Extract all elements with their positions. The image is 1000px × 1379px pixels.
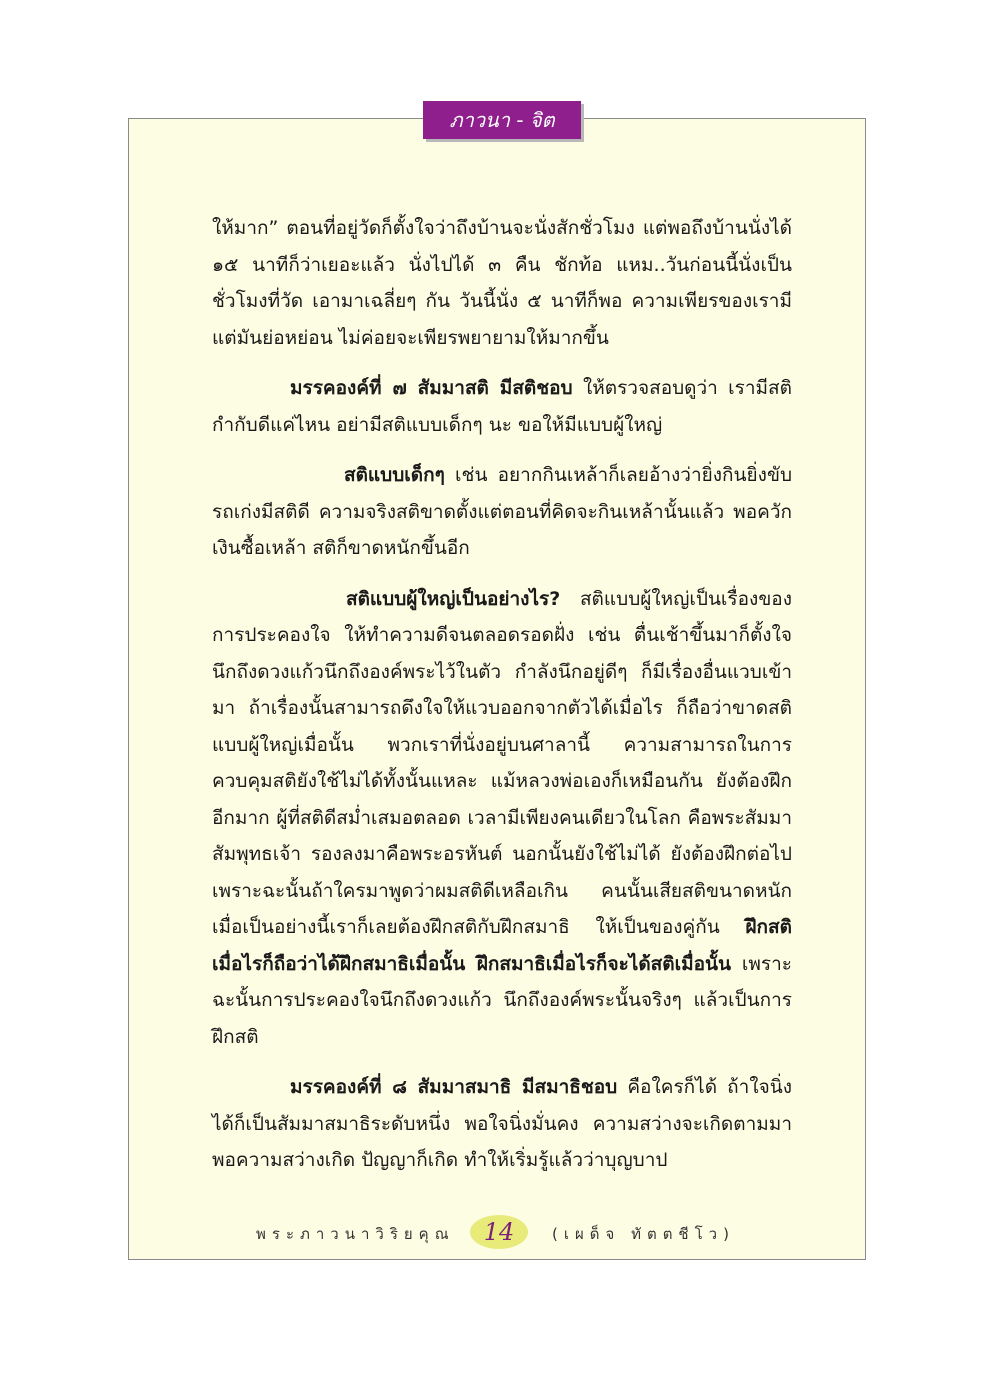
section-tab-label: ภาวนา - จิต	[449, 108, 555, 132]
heading-adult-mindfulness: สติแบบผู้ใหญ่เป็นอย่างไร?	[346, 587, 561, 610]
heading-child-mindfulness: สติแบบเด็กๆ	[344, 464, 445, 486]
paragraph-2	[212, 370, 792, 443]
paragraph-4-text: สติแบบผู้ใหญ่เป็นเรื่องของการประคองใจ ให้ทำความดีจนตลอดรอดฝั่ง เช่น ตื่นเช้าขึ้นมาก็ตั้งใจนึกถึงดวงแก้วนึกถึงองค์พระไว้ในตัว กำลังนึกอยู่ดีๆ ก็มีเรื่องอื่นแวบเข้ามา ถ้าเรื่องนั้นสามารถดึงใจให้แวบออกจากตัวได้เมื่อไร ก็ถือว่าขาดสติแบบผู้ใหญ่เมื่อนั้น พวกเราที่นั่งอยู่บนศาลานี้ ความสามารถในการควบคุมสติยังใช้ไม่ได้ทั้งนั้นแหละ แม้หลวงพ่อเองก็เหมือนกัน ยังต้องฝึกอีกมาก ผู้ที่สติดีสม่ำเสมอตลอด เวลามีเพียงคนเดียวในโลก คือพระสัมมาสัมพุทธเจ้า รองลงมาคือพระอรหันต์ นอกนั้นยังใช้ไม่ได้ ยังต้องฝึกต่อไป เพราะฉะนั้นถ้าใครมาพูดว่าผมสติดีเหลือเกิน คนนั้นเสียสติขนาดหนัก เมื่อเป็นอย่างนี้เราก็เลยต้องฝึกสติกับฝึกสมาธิ ให้เป็นของคู่กัน	[212, 587, 792, 938]
footer-book-title: พระภาวนาวิริยคุณ	[256, 1225, 455, 1243]
footer-author: (เผด็จ ทัตตชีโว)	[552, 1225, 735, 1243]
page-number: 14	[483, 1218, 515, 1246]
heading-path-7: มรรคองค์ที่ ๗ สัมมาสติ มีสติชอบ	[290, 377, 573, 399]
paragraph-4-emphasis: ฝึกสติเมื่อไรก็ถือว่าได้ฝึกสมาธิเมื่อนั้น ฝึกสมาธิเมื่อไรก็จะได้สติเมื่อนั้น	[212, 916, 792, 975]
paragraph-3	[212, 457, 792, 567]
paragraph-4	[212, 581, 792, 1056]
paragraph-4-text-end: เพราะฉะนั้นการประคองใจนึกถึงดวงแก้ว นึกถึงองค์พระนั้นจริงๆ แล้วเป็นการฝึกสติ	[212, 952, 792, 1048]
paragraph-1: ให้มาก” ตอนที่อยู่วัดก็ตั้งใจว่าถึงบ้านจะนั่งสักชั่วโมง แต่พอถึงบ้านนั่งได้ ๑๕ นาทีก็ว่าเยอะแล้ว นั่งไปได้ ๓ คืน ชักท้อ แหม..วันก่อนนี้นั่งเป็นชั่วโมงที่วัด เอามาเฉลี่ยๆ กัน วันนี้นั่ง ๕ นาทีก็พอ ความเพียรของเรามี แต่มันย่อหย่อน ไม่ค่อยจะเพียรพยายามให้มากขึ้น	[212, 217, 792, 349]
paragraph-5-text: คือใครก็ได้ ถ้าใจนิ่งได้ก็เป็นสัมมาสมาธิระดับหนึ่ง พอใจนิ่งมั่นคง ความสว่างจะเกิดตามมา พอความสว่างเกิด ปัญญาก็เกิด ทำให้เริ่มรู้แล้วว่าบุญบาป	[212, 1076, 792, 1171]
heading-path-8: มรรคองค์ที่ ๘ สัมมาสมาธิ มีสมาธิชอบ	[290, 1076, 618, 1098]
section-tab	[423, 101, 581, 139]
page-number-badge	[470, 1215, 528, 1249]
body-text	[212, 210, 792, 1193]
page-footer	[0, 1218, 1000, 1248]
paragraph-5	[212, 1069, 792, 1179]
paragraph-2-text: ให้ตรวจสอบดูว่า เรามีสติกำกับดีแค่ไหน อย่ามีสติแบบเด็กๆ นะ ขอให้มีแบบผู้ใหญ่	[212, 377, 792, 436]
paragraph-3-text: เช่น อยากกินเหล้าก็เลยอ้างว่ายิ่งกินยิ่งขับรถเก่งมีสติดี ความจริงสติขาดตั้งแต่ตอนที่คิดจะกินเหล้านั้นแล้ว พอควักเงินซื้อเหล้า สติก็ขาดหนักขึ้นอีก	[212, 464, 792, 559]
